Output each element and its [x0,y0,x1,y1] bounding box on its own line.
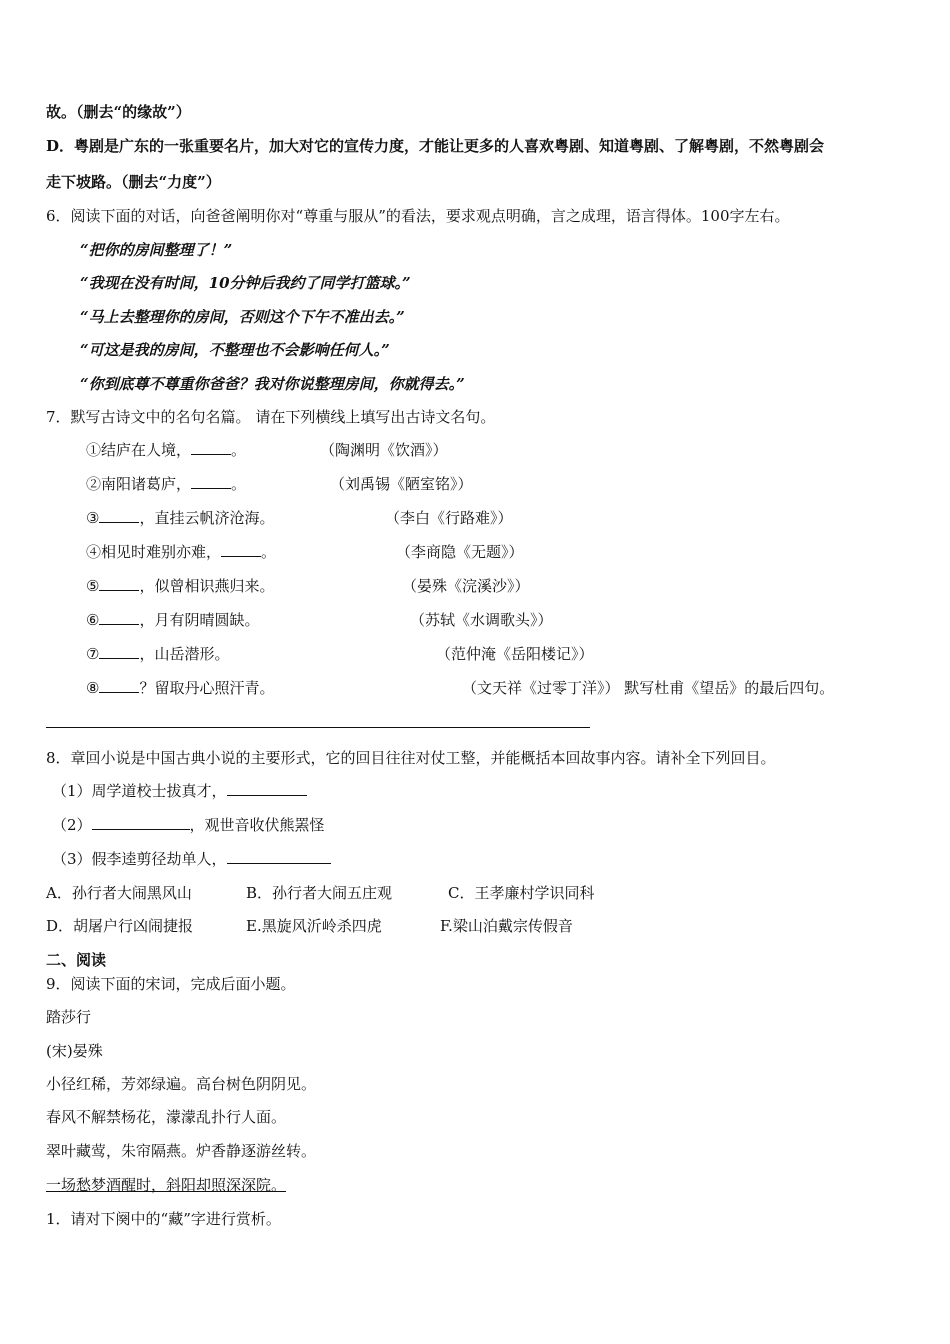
dialogue-line-4: “可这是我的房间，不整理也不会影响任何人。” [80,341,390,359]
option-b: B．孙行者大闹五庄观 [246,884,393,902]
poem-source-7: （范仲淹《岳阳楼记》） [436,645,594,663]
poem-source-4: （李商隐《无题》） [396,543,524,561]
poem-item-8: ⑧ ？留取丹心照汗青。 [86,679,275,697]
question-9: 9．阅读下面的宋词，完成后面小题。 [46,975,296,993]
answer-blank[interactable] [191,440,231,455]
poem-item-4: ④相见时难别亦难， 。 [86,543,277,561]
poem-item-3: ③ ，直挂云帆济沧海。 [86,509,275,527]
chapter-item-3: （3）假李逵剪径劫单人， [52,849,331,869]
option-d: D．胡屠户行凶闹捷报 [46,917,194,935]
dialogue-line-1: “把你的房间整理了！” [80,241,233,259]
answer-blank[interactable] [99,576,139,591]
poem-source-3: （李白《行路难》） [385,509,513,527]
dialogue-line-2: “我现在没有时间，10分钟后我约了同学打篮球。” [80,274,411,292]
poem-title: 踏莎行 [46,1008,92,1026]
option-c: C．王孝廉村学识同科 [448,884,595,902]
option-a: A．孙行者大闹黑风山 [46,884,192,902]
poem-source-5: （晏殊《浣溪沙》） [402,577,530,595]
poem-author: (宋)晏殊 [46,1042,103,1060]
answer-blank[interactable] [227,781,307,796]
option-f: F.梁山泊戴宗传假音 [440,917,573,935]
option-d-cont: 走下坡路。（删去“力度”） [46,173,221,191]
answer-blank[interactable] [221,542,261,557]
answer-blank[interactable] [99,644,139,659]
question-7: 7．默写古诗文中的名句名篇。 请在下列横线上填写出古诗文名句。 [46,408,496,426]
poem-item-2: ②南阳诸葛庐， 。 [86,475,247,493]
answer-blank[interactable] [99,508,139,523]
poem-line-1: 小径红稀，芳郊绿遍。高台树色阴阴见。 [46,1075,317,1093]
poem-line-2: 春风不解禁杨花，濛濛乱扑行人面。 [46,1108,287,1126]
dialogue-line-5: “你到底尊不尊重你爸爸？我对你说整理房间，你就得去。” [80,375,465,393]
section-title: 二、阅读 [46,951,107,969]
dialogue-line-3: “马上去整理你的房间，否则这个下午不准出去。” [80,308,405,326]
chapter-item-2: （2） ，观世音收伏熊罴怪 [52,816,325,834]
poem-line-4: 一场愁梦酒醒时，斜阳却照深深院。 [46,1176,287,1194]
answer-line-end: 故。（删去“的缘故”） [46,103,191,121]
option-e: E.黑旋风沂岭杀四虎 [246,917,382,935]
answer-blank[interactable] [191,474,231,489]
sub-question-1: 1．请对下阕中的“藏”字进行赏析。 [46,1210,281,1228]
poem-item-1: ①结庐在人境， 。 [86,441,247,459]
answer-blank[interactable] [92,815,190,830]
question-8: 8．章回小说是中国古典小说的主要形式，它的回目往往对仗工整，并能概括本回故事内容。请补全下列回目。 [46,749,776,767]
poem-source-6: （苏轼《水调歌头》） [410,611,553,629]
answer-blank[interactable] [99,610,139,625]
poem-source-2: （刘禹锡《陋室铭》） [330,475,473,493]
option-d-text: D．粤剧是广东的一张重要名片，加大对它的宣传力度，才能让更多的人喜欢粤剧、知道粤剧、了解粤剧，不然粤剧会 [46,137,825,155]
poem-item-7: ⑦ ，山岳潜形。 [86,645,230,663]
poem-line-3: 翠叶藏莺，朱帘隔燕。炉香静逐游丝转。 [46,1142,317,1160]
poem-source-8: （文天祥《过零丁洋》） 默写杜甫《望岳》的最后四句。 [462,679,835,697]
poem-item-6: ⑥ ，月有阴晴圆缺。 [86,611,260,629]
question-6: 6．阅读下面的对话，向爸爸阐明你对“尊重与服从”的看法，要求观点明确，言之成理，语言得体。100字左右。 [46,207,790,225]
chapter-item-1: （1）周学道校士拔真才， [52,781,307,801]
answer-line[interactable] [46,727,590,728]
poem-item-5: ⑤ ，似曾相识燕归来。 [86,577,275,595]
answer-blank[interactable] [99,678,139,693]
answer-blank[interactable] [227,849,331,864]
poem-source-1: （陶渊明《饮酒》） [320,441,448,459]
